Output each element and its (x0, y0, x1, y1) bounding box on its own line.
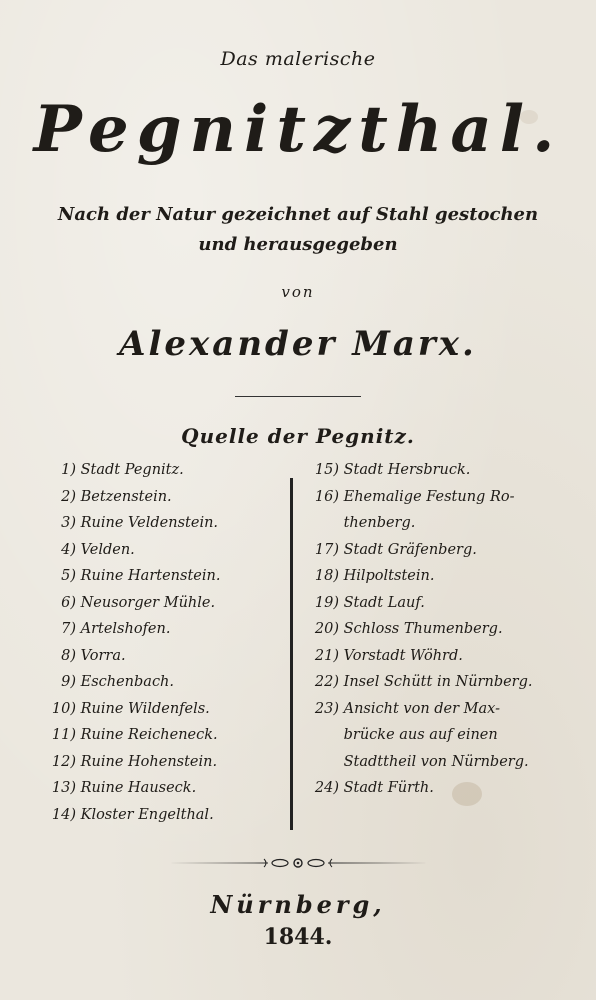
list-item: 18) Hilpoltstein. (314, 568, 435, 584)
imprint-place: Nürnberg, (210, 890, 386, 919)
list-item: 9) Eschenbach. (61, 674, 175, 690)
column-divider (290, 478, 293, 830)
list-item: 12) Ruine Hohenstein. (51, 753, 218, 770)
list-item: 7) Artelshofen. (61, 621, 171, 637)
ornament-divider (168, 856, 428, 870)
list-item: 15) Stadt Hersbruck. (314, 462, 471, 478)
list-item: Stadttheil von Nürnberg. (343, 753, 529, 770)
list-item: 4) Velden. (61, 541, 135, 558)
list-item: 2) Betzenstein. (61, 488, 172, 505)
imprint-year: 1844. (263, 924, 333, 950)
list-item: 1) Stadt Pegnitz. (61, 462, 184, 478)
list-item: 21) Vorstadt Wöhrd. (314, 647, 463, 664)
list-item: 13) Ruine Hauseck. (51, 780, 197, 796)
list-item: 19) Stadt Lauf. (314, 594, 425, 611)
main-title: Pegnitzthal. (33, 92, 563, 167)
subtitle-line-1: Nach der Natur gezeichnet auf Stahl gestochen (57, 204, 539, 225)
paper-stain (452, 782, 482, 806)
list-item: 22) Insel Schütt in Nürnberg. (314, 674, 533, 690)
list-item: 24) Stadt Fürth. (314, 780, 434, 796)
list-item: 6) Neusorger Mühle. (61, 594, 216, 611)
list-item: 10) Ruine Wildenfels. (51, 700, 210, 717)
list-item: 16) Ehemalige Festung Ro- (314, 488, 515, 505)
list-item: 5) Ruine Hartenstein. (61, 568, 221, 584)
contents-heading: Quelle der Pegnitz. (181, 424, 415, 448)
list-item: brücke aus auf einen (343, 727, 498, 743)
divider-rule (235, 396, 361, 397)
author-name: Alexander Marx. (119, 324, 477, 364)
list-item: 17) Stadt Gräfenberg. (314, 541, 477, 558)
subtitle-line-2: und herausgegeben (198, 234, 398, 255)
list-item: 8) Vorra. (61, 647, 126, 664)
list-item: 14) Kloster Engelthal. (51, 806, 214, 823)
list-item: 3) Ruine Veldenstein. (61, 515, 219, 531)
list-item: thenberg. (343, 515, 416, 531)
list-item: 11) Ruine Reicheneck. (51, 727, 218, 743)
title-line-1: Das malerische (220, 48, 376, 70)
list-item: 23) Ansicht von der Max- (314, 700, 500, 717)
von-text: von (281, 283, 315, 301)
list-item: 20) Schloss Thumenberg. (314, 621, 503, 637)
